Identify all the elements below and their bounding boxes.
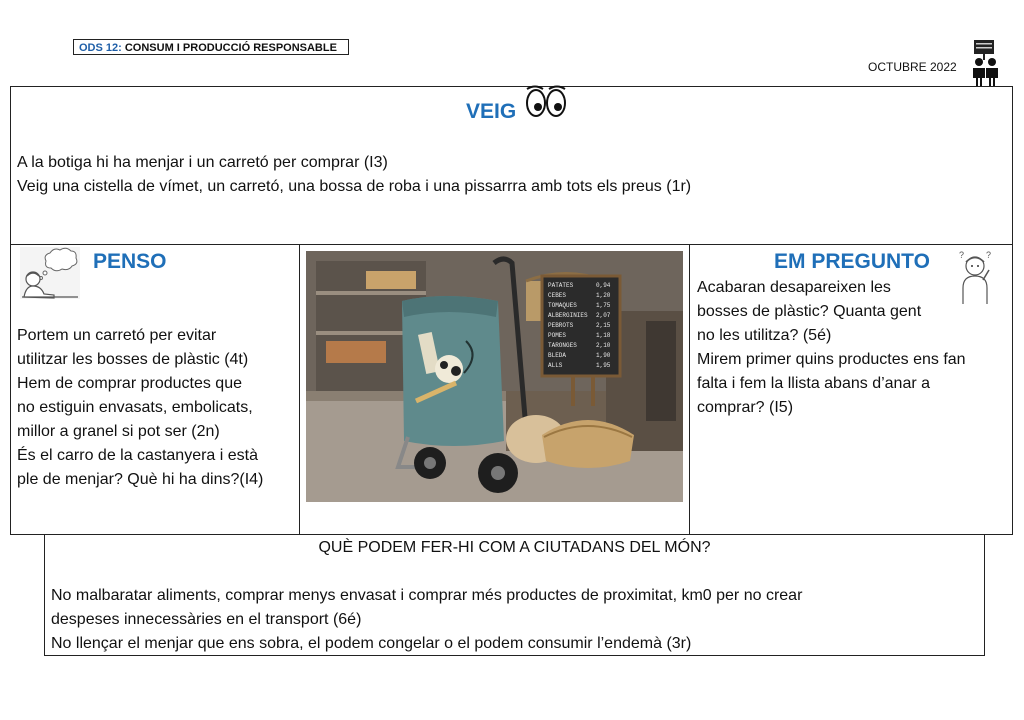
penso-line: És el carro de la castanyera i està [17, 447, 259, 464]
chalkboard-item: POMES [548, 332, 567, 339]
chalkboard-price: 1,90 [596, 352, 611, 359]
penso-heading: PENSO [93, 250, 167, 273]
penso-line: Hem de comprar productes que [17, 375, 242, 392]
ods-title: CONSUM I PRODUCCIÓ RESPONSABLE [124, 42, 337, 54]
ciutadans-line: No llençar el menjar que ens sobra, el podem congelar o el podem consumir l’endemà (3r) [51, 635, 692, 652]
ciutadans-line: No malbaratar aliments, comprar menys envasat i comprar més productes de proximitat, km0 per no crear [51, 587, 803, 604]
children-sign-logo-icon [970, 40, 1000, 86]
penso-line: Portem un carretó per evitar [17, 327, 217, 344]
chalkboard-price: 0,94 [596, 282, 611, 289]
penso-text [17, 324, 299, 492]
em-pregunto-text [697, 276, 1009, 420]
svg-text:?: ? [959, 250, 965, 260]
chalkboard-item: TOMAQUES [548, 302, 577, 309]
shopping-trolley-photo [306, 251, 683, 502]
chalkboard-price: 1,75 [596, 302, 611, 309]
chalkboard-item: PATATES [548, 282, 574, 289]
penso-line: ple de menjar? Què hi ha dins?(I4) [17, 471, 264, 488]
em-pregunto-line: Acabaran desapareixen les [697, 279, 891, 296]
penso-line: no estiguin envasats, embolicats, [17, 399, 253, 416]
em-pregunto-heading: EM PREGUNTO [774, 250, 930, 273]
ciutadans-heading: QUÈ PODEM FER-HI COM A CIUTADANS DEL MÓN? [318, 539, 711, 556]
chalkboard-item: ALLS [548, 362, 563, 369]
chalkboard-price: 1,18 [596, 332, 611, 339]
chalkboard-price: 2,15 [596, 322, 611, 329]
veig-line: A la botiga hi ha menjar i un carretó per comprar (I3) [17, 154, 388, 171]
chalkboard-item: TARONGES [548, 342, 577, 349]
em-pregunto-line: comprar? (I5) [697, 399, 794, 416]
svg-text:?: ? [986, 250, 992, 260]
document-date: OCTUBRE 2022 [868, 60, 957, 74]
ciutadans-text [51, 584, 981, 656]
chalkboard-item: PEBROTS [548, 322, 574, 329]
thinking-child-icon [20, 247, 80, 299]
chalkboard-price: 1,20 [596, 292, 611, 299]
ods-label: ODS 12: [79, 42, 122, 54]
em-pregunto-line: Mirem primer quins productes ens fan [697, 351, 966, 368]
column-divider [689, 244, 690, 535]
penso-line: millor a granel si pot ser (2n) [17, 423, 220, 440]
veig-text [17, 151, 1007, 199]
eyes-icon [524, 85, 568, 119]
chalkboard-item: ALBERGINIES [548, 312, 588, 319]
penso-line: utilitzar les bosses de plàstic (4t) [17, 351, 249, 368]
chalkboard-item: CEBES [548, 292, 567, 299]
veig-heading: VEIG [466, 100, 517, 123]
veig-line: Veig una cistella de vímet, un carretó, una bossa de roba i una pissarrra amb tots els preus (1r) [17, 178, 692, 195]
em-pregunto-line: no les utilitza? (5é) [697, 327, 832, 344]
ciutadans-line: despeses innecessàries en el transport (6é) [51, 611, 362, 628]
chalkboard-price: 1,95 [596, 362, 611, 369]
ods-header-box [73, 39, 349, 55]
chalkboard-price: 2,10 [596, 342, 611, 349]
chalkboard-price: 2,07 [596, 312, 611, 319]
em-pregunto-line: falta i fem la llista abans d’anar a [697, 375, 931, 392]
column-divider [299, 244, 300, 535]
chalkboard-item: BLEDA [548, 352, 567, 359]
em-pregunto-line: bosses de plàstic? Quanta gent [697, 303, 922, 320]
